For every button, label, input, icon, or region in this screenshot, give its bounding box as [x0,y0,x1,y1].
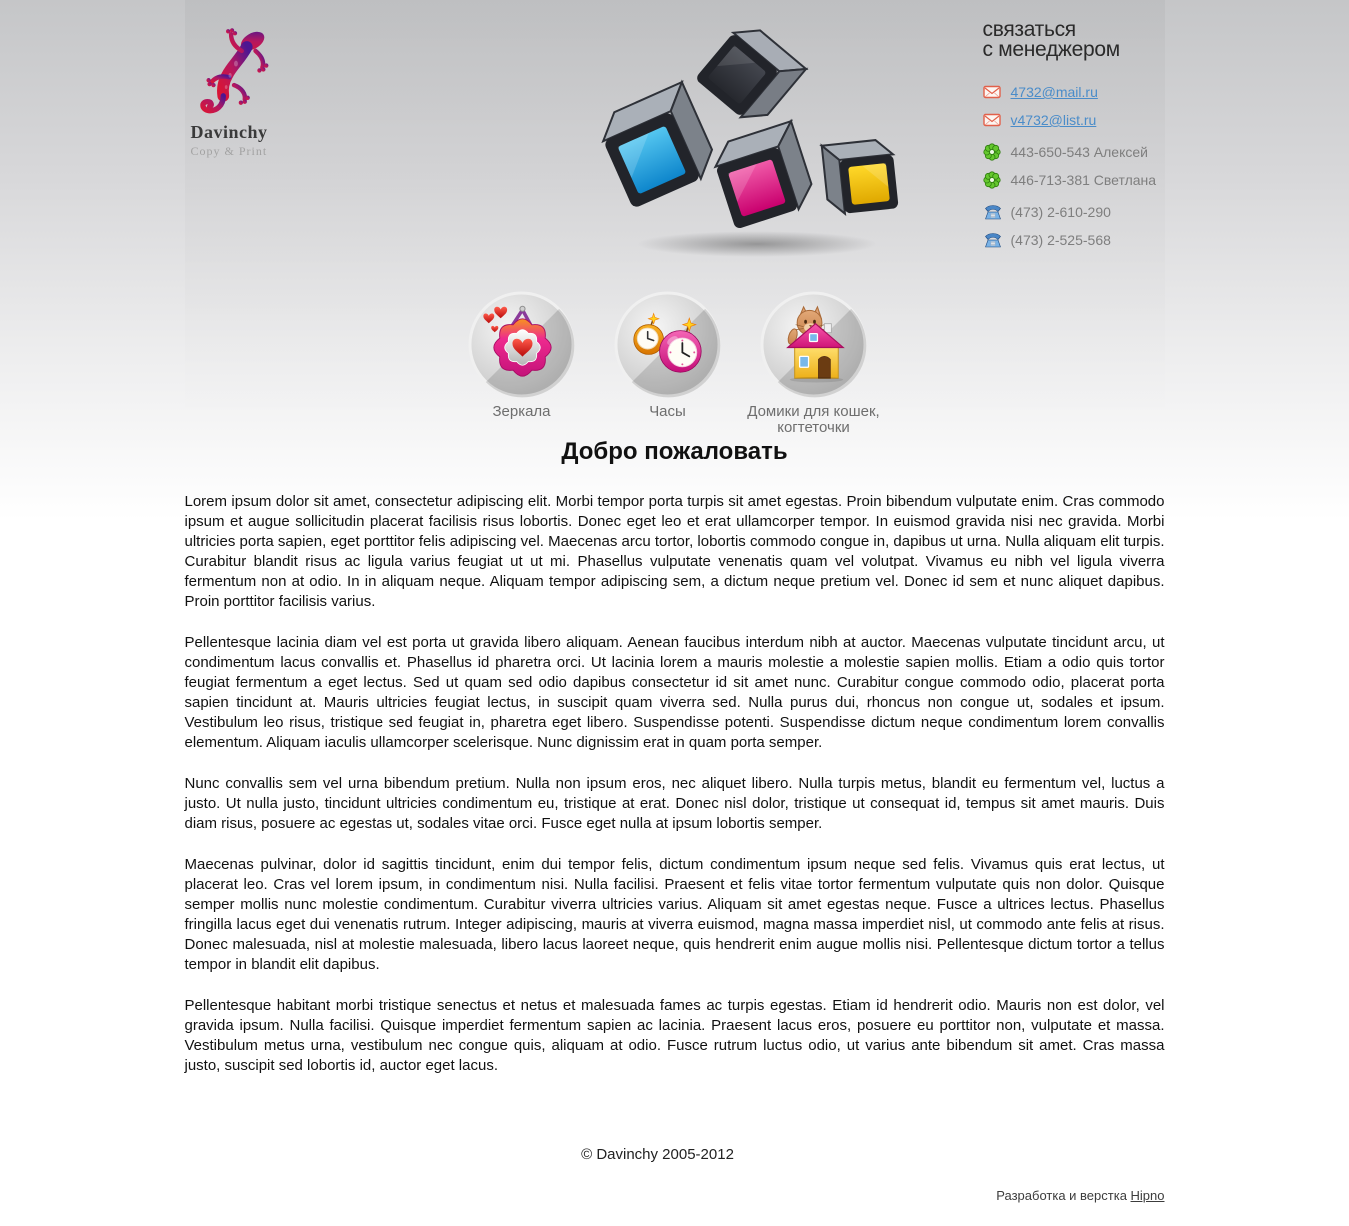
developer-credit [996,1188,1164,1203]
email-row [983,106,1165,134]
main-content [185,492,1165,1076]
logo-name: Davinchy [190,122,268,142]
credit-text: Разработка и верстка [996,1188,1131,1203]
category-mirrors[interactable] [449,291,595,436]
icq-number: 443-650-543 Алексей [1010,144,1148,160]
email-group [983,78,1165,134]
category-nav [178,290,1158,436]
phone-group [983,198,1165,254]
contact-block [983,20,1165,254]
gecko-logo-icon [191,102,279,119]
icq-flower-icon [983,143,1003,161]
cmyk-cubes-icon [570,249,950,266]
phone-icon [983,204,1003,220]
category-label[interactable]: Домики для кошек, когтеточки [747,403,880,436]
logo[interactable] [191,20,301,159]
page-title: Добро пожаловать [561,438,788,465]
paragraph: Lorem ipsum dolor sit amet, consectetur adipiscing elit. Morbi tempor porta turpis sit amet egestas. Proin bibendum vulputate enim. Cras commodo ipsum et augue sollicitudin placerat facilisis risus lobortis. Donec eget leo et erat ullamcorper tempor. In euismod gravida nisi nec gravida. Morbi ultricies porta sapien, eget porttitor felis adipiscing vel. Maecenas arcu tortor, lobortis commodo congue in, dapibus ut urna. Nulla aliquam elit turpis. Curabitur blandit risus ac ligula varius feugiat ut ut mi. Phasellus vulputate venenatis quam vel volutpat. Vivamus eu nibh vel ligula viverra fermentum non at odio. In in aliquam neque. Aliquam tempor adipiscing sem, a dictum neque pretium vel. Donec id sem et nunc aliquet dapibus. Proin porttitor facilisis varius. [184,493,1165,610]
cat-house-icon [741,291,887,398]
phone-number: (473) 2-610-290 [1010,204,1111,220]
icq-row [983,166,1165,194]
contact-title [983,20,1165,60]
contact-list [983,78,1165,254]
page-container [185,0,1165,1226]
credit-link[interactable]: Hipno [1130,1188,1165,1203]
icq-group [983,138,1165,194]
clock-icon [595,291,741,398]
category-clocks[interactable] [595,291,741,436]
paragraph: Pellentesque lacinia diam vel est porta ut gravida libero aliquam. Aenean faucibus interdum nibh at auctor. Maecenas vulputate tincidunt arcu, ut condimentum lacus convallis et. Phasellus id pharetra orci. Ut lacinia lorem a mauris molestie a molestie sapien mollis. Etiam a odio quis tortor feugiat fermentum a eget lectus. Sed ut quam sed odio dapibus consectetur id sit amet nunc. Curabitur congue commodo odio, placerat porta sapien tincidunt at. Mauris ultricies feugiat lectus, in suscipit quam viverra sed. Nulla purus dui, rhoncus non congue ut, sodales et ipsum. Vestibulum leo risus, tristique sed feugiat in, pharetra eget libero. Suspendisse potenti. Suspendisse dictum neque condimentum lorem convallis elementum. Aliquam iaculis ullamcorper scelerisque. Nunc dignissim erat in quam porta semper. [184,634,1165,751]
header [185,0,1165,290]
icq-number: 446-713-381 Светлана [1010,172,1157,188]
envelope-icon [983,85,1003,99]
envelope-icon [983,113,1003,127]
category-label[interactable]: Зеркала [492,403,551,420]
mirror-icon [449,291,595,398]
phone-row [983,226,1165,254]
phone-number: (473) 2-525-568 [1010,232,1111,248]
email-link-mail-ru[interactable]: 4732@mail.ru [1010,84,1098,100]
copyright: © Davinchy 2005-2012 [581,1146,734,1163]
icq-flower-icon [983,171,1003,189]
contact-title-line2: с менеджером [982,38,1120,61]
phone-icon [983,232,1003,248]
category-label[interactable]: Часы [649,403,686,420]
logo-tagline: Copy & Print [190,144,268,158]
category-cat-houses[interactable] [741,291,887,436]
icq-row [983,138,1165,166]
email-link-list-ru[interactable]: v4732@list.ru [1010,112,1097,128]
phone-row [983,198,1165,226]
paragraph: Maecenas pulvinar, dolor id sagittis tincidunt, enim dui tempor felis, dictum condimentum ipsum neque sed felis. Vivamus quis erat lectus, ut placerat leo. Cras vel lorem ipsum, in condimentum nisi. Nulla facilisi. Praesent et felis vitae tortor fermentum vulputate quis non dolor. Quisque semper mollis nunc molestie condimentum. Curabitur viverra ultricies varius. Aliquam sit amet egestas neque. Fusce a ultrices lectus. Phasellus fringilla lacus eget dui venenatis rutrum. Integer adipiscing, mauris at viverra euismod, magna massa imperdiet nisl, ut commodo ante felis at risus. Donec malesuada, nisl at molestie malesuada, libero lacus laoreet neque, quis hendrerit enim augue mollis nisi. Pellentesque dictum tortor a tellus tempor in blandit elit dapibus. [184,856,1165,973]
paragraph: Pellentesque habitant morbi tristique senectus et netus et malesuada fames ac turpis egestas. Etiam id hendrerit odio. Mauris non est dolor, vel gravida ipsum. Nulla facilisi. Quisque imperdiet fermentum sapien ac lacinia. Praesent lacus eros, posuere eu porttitor non, vulputate et massa. Vestibulum metus urna, vestibulum nec congue quis, aliquam at odio. Fusce rutrum luctus odio, ut varius ante bibendum sit amet. Cras massa justo, suscipit sed lobortis id, auctor eget lacus. [184,997,1165,1074]
paragraph: Nunc convallis sem vel urna bibendum pretium. Nulla non ipsum eros, nec aliquet libero. Nulla turpis metus, blandit eu fermentum vel, luctus a justo. Ut nulla justo, tincidunt ultricies condimentum eu, tristique at erat. Donec nisl dolor, tristique ut consequat id, tempus sit amet mauris. Duis diam risus, posuere ac egestas ut, sodales vitae orci. Fusce eget nulla at ipsum lobortis semper. [184,775,1165,832]
contact-title-line1: связаться [982,18,1076,41]
email-row [983,78,1165,106]
hero-cubes [570,0,950,267]
